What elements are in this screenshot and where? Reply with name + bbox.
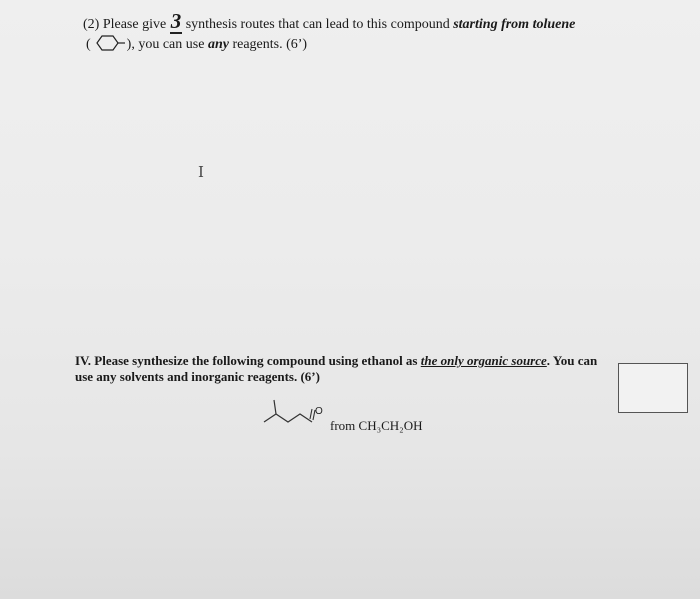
question-4-line-1 [75, 353, 597, 369]
q2-text-b: ), you can use [126, 37, 205, 52]
benzene-ring-icon [91, 34, 127, 52]
oxygen-label: O [315, 406, 323, 417]
empty-box [618, 363, 688, 413]
q4-emphasis: the only organic source [420, 353, 547, 368]
question-2-line-2 [86, 34, 307, 53]
question-2-line-1 [83, 9, 575, 34]
q2-any: any [207, 37, 229, 52]
target-molecule-structure [262, 392, 328, 428]
text-cursor-icon: I [198, 163, 204, 181]
from-ethanol-label: from CH₃CH₂OH [330, 418, 423, 433]
q4-suffix: . You can [546, 353, 598, 368]
q4-prefix: IV. Please synthesize the following compound using ethanol as [75, 353, 418, 368]
question-4-line-2: use any solvents and inorganic reagents. (6’) [75, 369, 320, 384]
q2-route-count: 3 [170, 9, 182, 33]
q2-paren-open: ( [86, 37, 91, 52]
q2-emphasis: starting from toluene [453, 17, 576, 32]
q2-prefix: (2) Please give [83, 17, 167, 32]
q2-text-c: reagents. (6’) [232, 37, 308, 52]
q2-text-a: synthesis routes that can lead to this compound [185, 17, 450, 32]
